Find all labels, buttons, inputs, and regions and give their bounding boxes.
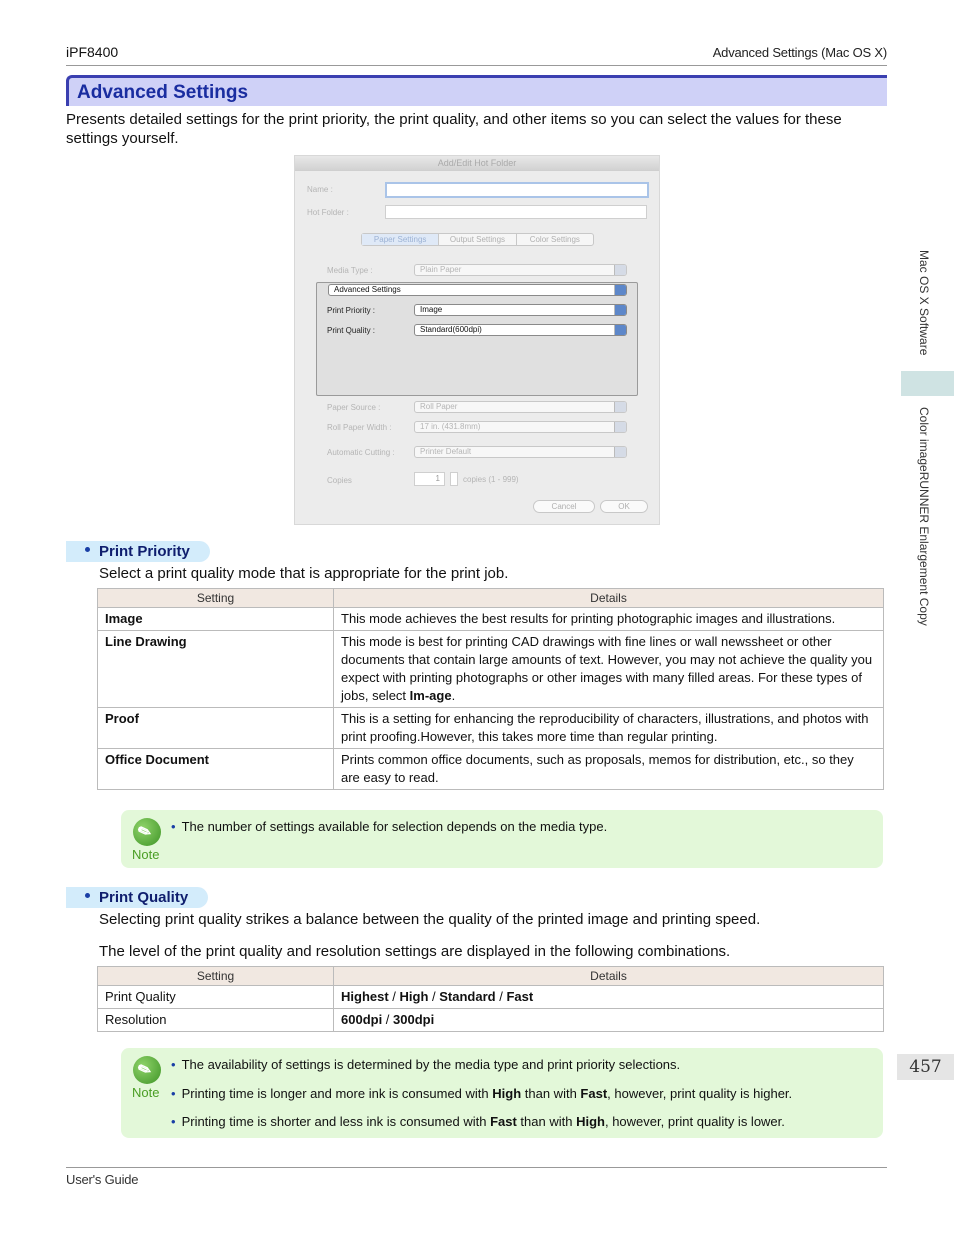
- note-item: • Printing time is longer and more ink is consumed with High than with Fast, however, print quality is higher.: [171, 1086, 793, 1101]
- copies-label: Copies: [327, 476, 352, 485]
- auto-cut-select: Printer Default: [414, 446, 627, 458]
- page-title: Advanced Settings: [77, 82, 249, 103]
- paper-source-label: Paper Source :: [327, 403, 381, 412]
- print-quality-label: Print Quality :: [327, 326, 376, 335]
- note-item: • Printing time is shorter and less ink is consumed with Fast than with High, however, print quality is lower.: [171, 1114, 785, 1129]
- note-label: Note: [132, 847, 160, 862]
- header-divider: [66, 65, 887, 66]
- chevron-updown-icon: [614, 305, 626, 315]
- print-quality-text-2: The level of the print quality and resolution settings are displayed in the following combinations.: [99, 943, 731, 960]
- note-box-2: [121, 1048, 883, 1138]
- note-item: • The number of settings available for selection depends on the media type.: [171, 819, 608, 834]
- hot-folder-input: [385, 205, 647, 219]
- pencil-note-icon: ✎: [133, 818, 161, 846]
- note-box-1: [121, 810, 883, 868]
- footer-text: User's Guide: [66, 1172, 139, 1187]
- name-label: Name :: [307, 185, 333, 194]
- note-item: • The availability of settings is determined by the media type and print priority selections.: [171, 1057, 681, 1072]
- hot-folder-dialog-screenshot: [294, 155, 660, 525]
- name-input: [385, 182, 649, 198]
- table-row: Proof This is a setting for enhancing the reproducibility of characters, illustrations, and photos with print proofing.However, this takes more time than regular printing.: [98, 708, 884, 749]
- table-header-details: Details: [334, 589, 884, 608]
- table-row: Resolution 600dpi / 300dpi: [98, 1009, 884, 1032]
- tab-color-settings: Color Settings: [529, 235, 580, 244]
- auto-cut-label: Automatic Cutting :: [327, 448, 395, 457]
- sidebar-active-marker: [901, 371, 954, 396]
- bullet-icon: [85, 893, 90, 898]
- chevron-updown-icon: [614, 325, 626, 335]
- paper-source-select: Roll Paper: [414, 401, 627, 413]
- print-quality-table: [97, 966, 884, 1032]
- print-priority-label: Print Priority :: [327, 306, 376, 315]
- print-priority-heading: Print Priority: [66, 541, 210, 562]
- table-row: Line Drawing This mode is best for printing CAD drawings with fine lines or wall newssheet or other documents that contain large amounts of text. However, you may not achieve the quality you expect with printing photographs or other images with many filled areas. For these types of jobs, select Im-age.: [98, 631, 884, 708]
- pencil-note-icon: ✎: [133, 1056, 161, 1084]
- print-quality-select: Standard(600dpi): [414, 324, 627, 336]
- chevron-updown-icon: [614, 402, 626, 412]
- copies-range: copies (1 - 999): [463, 475, 519, 484]
- copies-stepper: [450, 472, 458, 486]
- footer-divider: [66, 1167, 887, 1168]
- section-title-bar: [66, 75, 887, 106]
- tab-output-settings: Output Settings: [439, 234, 516, 245]
- advanced-settings-group: [316, 282, 638, 396]
- print-priority-select: Image: [414, 304, 627, 316]
- bullet-icon: [85, 547, 90, 552]
- note-label: Note: [132, 1085, 160, 1100]
- sidebar-tab-color-imagerunner[interactable]: Color imageRUNNER Enlargement Copy: [917, 407, 931, 626]
- print-quality-text-1: Selecting print quality strikes a balance between the quality of the printed image and printing speed.: [99, 911, 761, 928]
- table-header-setting: Setting: [98, 589, 334, 608]
- sidebar-tab-mac-os-x-software[interactable]: Mac OS X Software: [917, 250, 931, 356]
- group-select: Advanced Settings: [328, 284, 627, 296]
- print-priority-text: Select a print quality mode that is appropriate for the print job.: [99, 565, 509, 582]
- media-type-label: Media Type :: [327, 266, 373, 275]
- chevron-updown-icon: [614, 265, 626, 275]
- print-quality-heading: Print Quality: [66, 887, 208, 908]
- table-header-details: Details: [334, 967, 884, 986]
- table-row: Print Quality Highest / High / Standard / Fast: [98, 986, 884, 1009]
- roll-width-select: 17 in. (431.8mm): [414, 421, 627, 433]
- table-row: Office Document Prints common office documents, such as proposals, memos for distribution, etc., so they are easy to read.: [98, 749, 884, 790]
- intro-paragraph: Presents detailed settings for the print priority, the print quality, and other items so you can select the values for these settings yourself.: [66, 111, 842, 147]
- print-priority-table: [97, 588, 884, 790]
- page-number: 457: [897, 1054, 954, 1080]
- table-row: Image This mode achieves the best results for printing photographic images and illustrations.: [98, 608, 884, 631]
- dialog-title: Add/Edit Hot Folder: [295, 156, 659, 171]
- ok-button: OK: [600, 500, 648, 513]
- copies-input: 1: [414, 472, 445, 486]
- cancel-button: Cancel: [533, 500, 595, 513]
- header-model: iPF8400: [66, 44, 119, 60]
- table-header-setting: Setting: [98, 967, 334, 986]
- hot-folder-label: Hot Folder :: [307, 208, 349, 217]
- roll-width-label: Roll Paper Width :: [327, 423, 392, 432]
- chevron-updown-icon: [614, 285, 626, 295]
- dialog-tabs: [361, 233, 594, 246]
- tab-paper-settings: Paper Settings: [362, 234, 439, 245]
- chevron-updown-icon: [614, 422, 626, 432]
- chevron-updown-icon: [614, 447, 626, 457]
- media-type-select: Plain Paper: [414, 264, 627, 276]
- header-section: Advanced Settings (Mac OS X): [712, 45, 887, 60]
